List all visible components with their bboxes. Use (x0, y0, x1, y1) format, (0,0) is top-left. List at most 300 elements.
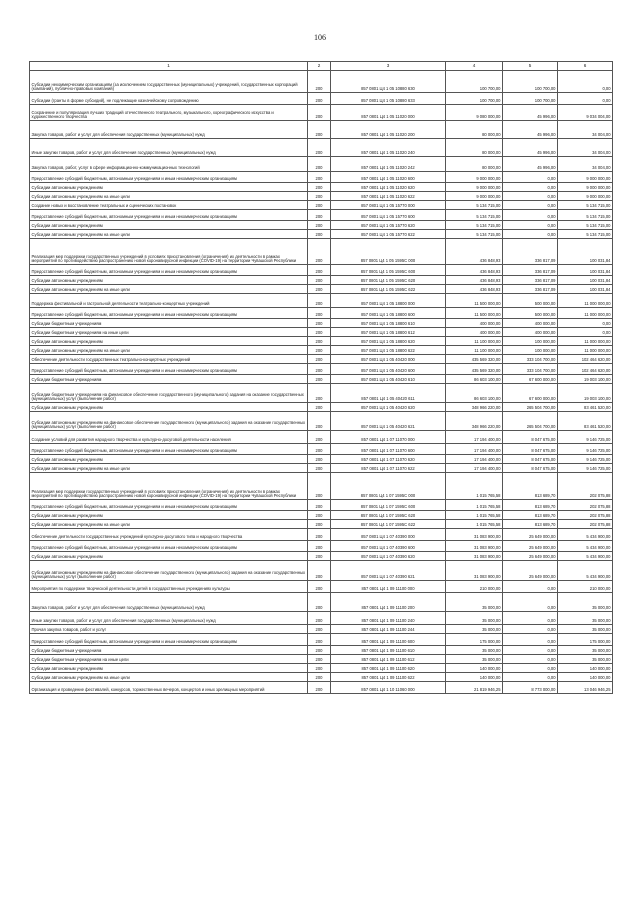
row-executed-cell: 400 000,00 (503, 319, 558, 328)
row-approved-cell: 35 000,00 (446, 625, 503, 634)
row-remainder-cell: 9 146 725,00 (558, 464, 613, 473)
row-approved-cell: 436 848,93 (446, 239, 503, 265)
row-executed-cell: 67 600 000,00 (503, 375, 558, 384)
row-executed-cell: 265 504 700,00 (503, 403, 558, 412)
row-classification-cell: 857 0801 Ц4 1 05 40420 000 (331, 355, 446, 364)
header-row (30, 62, 613, 71)
table-row (30, 593, 613, 612)
row-approved-cell: 5 134 715,00 (446, 230, 503, 239)
row-approved-cell: 17 194 400,00 (446, 444, 503, 455)
row-code-cell: 200 (308, 541, 331, 552)
row-approved-cell: 9 000 000,00 (446, 183, 503, 192)
row-name-cell: Субсидии бюджетным учреждениям (30, 646, 308, 655)
row-executed-cell: 500 000,00 (503, 308, 558, 319)
row-name-cell: Субсидии автономным учреждениям (30, 183, 308, 192)
row-executed-cell: 67 600 000,00 (503, 384, 558, 403)
row-code-cell: 200 (308, 593, 331, 612)
row-classification-cell: 857 0801 Ц4 1 05 11020 000 (331, 105, 446, 121)
row-code-cell: 200 (308, 625, 331, 634)
row-name-cell: Субсидии бюджетным учреждениям на иные цели (30, 655, 308, 664)
row-name-cell: Предоставление субсидий бюджетным, автономным учреждениям и иным некоммерческим организациям (30, 444, 308, 455)
row-executed-cell: 100 000,00 (503, 337, 558, 346)
table-row (30, 673, 613, 682)
row-name-cell: Субсидии автономным учреждениям на финансовое обеспечение государственного (муниципального) задания на оказание государственных (муниципальных) услуг (выполнение работ) (30, 412, 308, 431)
row-code-cell: 200 (308, 581, 331, 593)
row-remainder-cell: 35 000,00 (558, 646, 613, 655)
row-remainder-cell: 202 075,88 (558, 473, 613, 500)
table-row (30, 431, 613, 444)
row-name-cell: Субсидии автономным учреждениям (30, 337, 308, 346)
table-row (30, 634, 613, 646)
row-classification-cell: 857 0801 Ц4 1 07 40390 621 (331, 561, 446, 581)
table-row (30, 328, 613, 337)
row-approved-cell: 86 603 100,00 (446, 384, 503, 403)
row-name-cell: Субсидии автономным учреждениям на иные цели (30, 346, 308, 355)
row-name-cell: Создание условий для развития народного творчества и культурно-досуговой деятельности населения (30, 431, 308, 444)
row-approved-cell: 9 000 000,00 (446, 172, 503, 183)
row-remainder-cell: 11 000 000,00 (558, 337, 613, 346)
table-row (30, 192, 613, 201)
row-classification-cell: 857 0801 Ц4 1 07 40390 600 (331, 541, 446, 552)
row-name-cell: Мероприятия по поддержке творческой деятельности детей в государственных учреждениях культуры (30, 581, 308, 593)
row-classification-cell: 857 0801 Ц4 1 07 11070 620 (331, 455, 446, 464)
table-row (30, 239, 613, 265)
row-remainder-cell: 34 004,00 (558, 121, 613, 139)
row-code-cell: 200 (308, 210, 331, 221)
row-approved-cell: 175 000,00 (446, 634, 503, 646)
row-approved-cell: 348 966 220,00 (446, 412, 503, 431)
row-executed-cell: 813 689,70 (503, 473, 558, 500)
table-row (30, 541, 613, 552)
row-remainder-cell: 202 075,88 (558, 500, 613, 511)
row-code-cell: 200 (308, 511, 331, 520)
row-name-cell: Закупка товаров, работ и услуг для обеспечения государственных (муниципальных) нужд (30, 593, 308, 612)
row-executed-cell: 333 104 700,00 (503, 355, 558, 364)
row-name-cell: Субсидии автономным учреждениям на иные цели (30, 192, 308, 201)
row-executed-cell: 25 649 000,00 (503, 552, 558, 561)
row-approved-cell: 100 700,00 (446, 93, 503, 105)
row-remainder-cell: 83 461 520,00 (558, 403, 613, 412)
table-row (30, 581, 613, 593)
row-approved-cell: 9 080 000,00 (446, 105, 503, 121)
row-code-cell: 200 (308, 139, 331, 157)
row-classification-cell: 857 0801 Ц4 1 07 11070 600 (331, 444, 446, 455)
row-executed-cell: 0,00 (503, 646, 558, 655)
row-classification-cell: 857 0801 Ц4 1 05 11020 600 (331, 172, 446, 183)
row-approved-cell: 1 015 765,58 (446, 520, 503, 529)
row-approved-cell: 1 015 765,58 (446, 511, 503, 520)
row-code-cell: 200 (308, 276, 331, 285)
row-classification-cell: 857 0801 Ц4 1 07 11070 000 (331, 431, 446, 444)
row-name-cell: Реализация мер поддержки государственных учреждений в условиях приостановления (ограничения) их деятельности в рамках мероприятий по противодействию распространению новой коронавирусной инфекции (COVID-19) на территории Чувашской Республики (30, 473, 308, 500)
row-classification-cell: 857 0801 Ц4 1 09 11100 622 (331, 673, 446, 682)
row-name-cell: Субсидии автономным учреждениям (30, 221, 308, 230)
row-name-cell: Обеспечение деятельности государственных театрально-концертных учреждений (30, 355, 308, 364)
row-remainder-cell: 13 046 946,25 (558, 682, 613, 694)
row-name-cell: Предоставление субсидий бюджетным, автономным учреждениям и иным некоммерческим организациям (30, 364, 308, 375)
row-remainder-cell: 0,00 (558, 71, 613, 93)
row-code-cell: 200 (308, 612, 331, 625)
row-approved-cell: 17 194 400,00 (446, 464, 503, 473)
table-row (30, 473, 613, 500)
table-row (30, 464, 613, 473)
column-header: 5 (503, 62, 558, 71)
row-classification-cell: 857 0801 Ц4 1 05 15770 600 (331, 210, 446, 221)
row-code-cell: 200 (308, 294, 331, 308)
row-remainder-cell: 9 000 000,00 (558, 172, 613, 183)
row-executed-cell: 8 047 675,00 (503, 464, 558, 473)
table-row (30, 308, 613, 319)
row-code-cell: 200 (308, 105, 331, 121)
row-classification-cell: 857 0801 Ц4 1 07 1595C 622 (331, 520, 446, 529)
table-row (30, 139, 613, 157)
column-header: 2 (308, 62, 331, 71)
row-approved-cell: 80 000,00 (446, 121, 503, 139)
row-executed-cell: 45 996,00 (503, 105, 558, 121)
row-code-cell: 200 (308, 355, 331, 364)
row-approved-cell: 436 848,93 (446, 276, 503, 285)
row-code-cell: 200 (308, 157, 331, 172)
row-approved-cell: 11 500 000,00 (446, 294, 503, 308)
table-row (30, 455, 613, 464)
row-classification-cell: 857 0801 Ц4 1 05 10880 633 (331, 93, 446, 105)
table-row (30, 337, 613, 346)
table-row (30, 221, 613, 230)
row-code-cell: 200 (308, 384, 331, 403)
table-row (30, 552, 613, 561)
row-executed-cell: 0,00 (503, 221, 558, 230)
table-row (30, 520, 613, 529)
row-name-cell: Предоставление субсидий бюджетным, автономным учреждениям и иным некоммерческим организациям (30, 172, 308, 183)
row-name-cell: Создание новых и восстановление театральных и сценических постановок (30, 201, 308, 210)
row-classification-cell: 857 0801 Ц4 1 09 11100 610 (331, 646, 446, 655)
row-approved-cell: 210 000,00 (446, 581, 503, 593)
row-name-cell: Субсидии (гранты в форме субсидий), не подлежащие казначейскому сопровождению (30, 93, 308, 105)
row-approved-cell: 100 700,00 (446, 71, 503, 93)
row-code-cell: 200 (308, 646, 331, 655)
row-classification-cell: 857 0801 Ц4 1 05 40420 611 (331, 384, 446, 403)
row-executed-cell: 100 000,00 (503, 346, 558, 355)
row-approved-cell: 21 819 946,25 (446, 682, 503, 694)
table-row (30, 403, 613, 412)
row-classification-cell: 857 0801 Ц4 1 05 18800 612 (331, 328, 446, 337)
row-code-cell: 200 (308, 529, 331, 541)
row-approved-cell: 435 569 320,00 (446, 355, 503, 364)
row-approved-cell: 436 848,93 (446, 265, 503, 276)
row-name-cell: Субсидии бюджетным учреждениям (30, 375, 308, 384)
row-classification-cell: 857 0801 Ц4 1 05 1595C 620 (331, 276, 446, 285)
row-executed-cell: 25 649 000,00 (503, 561, 558, 581)
row-remainder-cell: 5 134 715,00 (558, 230, 613, 239)
row-approved-cell: 9 000 000,00 (446, 192, 503, 201)
row-code-cell: 200 (308, 664, 331, 673)
row-remainder-cell: 100 031,84 (558, 285, 613, 294)
row-name-cell: Субсидии автономным учреждениям на финансовое обеспечение государственного (муниципального) задания на оказание государственных (муниципальных) услуг (выполнение работ) (30, 561, 308, 581)
row-code-cell: 200 (308, 221, 331, 230)
row-remainder-cell: 0,00 (558, 93, 613, 105)
row-classification-cell: 857 0801 Ц4 1 07 40390 000 (331, 529, 446, 541)
table-row (30, 294, 613, 308)
row-remainder-cell: 11 000 000,00 (558, 308, 613, 319)
row-classification-cell: 857 0801 Ц4 1 07 1595C 600 (331, 500, 446, 511)
row-executed-cell: 100 700,00 (503, 71, 558, 93)
row-name-cell: Субсидии автономным учреждениям (30, 664, 308, 673)
column-header: 4 (446, 62, 503, 71)
row-remainder-cell: 9 000 000,00 (558, 183, 613, 192)
row-name-cell: Организация и проведение фестивалей, конкурсов, торжественных вечеров, концертов и иных зрелищных мероприятий (30, 682, 308, 694)
row-approved-cell: 400 000,00 (446, 328, 503, 337)
row-remainder-cell: 9 034 004,00 (558, 105, 613, 121)
row-classification-cell: 857 0801 Ц4 1 09 11100 200 (331, 593, 446, 612)
row-remainder-cell: 5 134 715,00 (558, 221, 613, 230)
row-remainder-cell: 35 000,00 (558, 625, 613, 634)
row-executed-cell: 336 817,09 (503, 276, 558, 285)
row-remainder-cell: 34 004,00 (558, 139, 613, 157)
row-executed-cell: 0,00 (503, 634, 558, 646)
row-name-cell: Предоставление субсидий бюджетным, автономным учреждениям и иным некоммерческим организациям (30, 265, 308, 276)
table-row (30, 93, 613, 105)
row-classification-cell: 857 0801 Ц4 1 05 40420 600 (331, 364, 446, 375)
row-executed-cell: 336 817,09 (503, 285, 558, 294)
row-approved-cell: 5 134 715,00 (446, 201, 503, 210)
table-row (30, 183, 613, 192)
row-name-cell: Субсидии автономным учреждениям на иные цели (30, 464, 308, 473)
row-name-cell: Предоставление субсидий бюджетным, автономным учреждениям и иным некоммерческим организациям (30, 308, 308, 319)
row-code-cell: 200 (308, 201, 331, 210)
table-row (30, 612, 613, 625)
table-row (30, 561, 613, 581)
row-code-cell: 200 (308, 473, 331, 500)
row-classification-cell: 857 0801 Ц4 1 10 11060 000 (331, 682, 446, 694)
row-remainder-cell: 100 031,84 (558, 265, 613, 276)
row-remainder-cell: 102 464 620,00 (558, 355, 613, 364)
row-classification-cell: 857 0801 Ц4 1 05 11020 620 (331, 183, 446, 192)
row-remainder-cell: 5 434 900,00 (558, 561, 613, 581)
row-classification-cell: 857 0801 Ц4 1 09 11100 000 (331, 581, 446, 593)
row-remainder-cell: 210 000,00 (558, 581, 613, 593)
row-executed-cell: 500 000,00 (503, 294, 558, 308)
row-remainder-cell: 9 146 725,00 (558, 431, 613, 444)
row-executed-cell: 0,00 (503, 192, 558, 201)
row-approved-cell: 140 000,00 (446, 664, 503, 673)
row-approved-cell: 11 500 000,00 (446, 308, 503, 319)
table-row (30, 105, 613, 121)
row-remainder-cell: 19 003 100,00 (558, 384, 613, 403)
table-row (30, 625, 613, 634)
row-classification-cell: 857 0801 Ц4 1 05 11020 200 (331, 121, 446, 139)
row-classification-cell: 857 0801 Ц4 1 05 15770 620 (331, 221, 446, 230)
row-executed-cell: 0,00 (503, 593, 558, 612)
row-classification-cell: 857 0801 Ц4 1 09 11100 240 (331, 612, 446, 625)
row-code-cell: 200 (308, 444, 331, 455)
row-classification-cell: 857 0801 Ц4 1 05 11020 242 (331, 157, 446, 172)
row-name-cell: Предоставление субсидий бюджетным, автономным учреждениям и иным некоммерческим организациям (30, 210, 308, 221)
row-remainder-cell: 9 146 725,00 (558, 455, 613, 464)
row-approved-cell: 11 100 000,00 (446, 337, 503, 346)
row-name-cell: Субсидии автономным учреждениям (30, 455, 308, 464)
row-remainder-cell: 202 075,88 (558, 520, 613, 529)
row-remainder-cell: 34 004,00 (558, 157, 613, 172)
page-number: 106 (314, 33, 326, 42)
row-code-cell: 200 (308, 328, 331, 337)
table-row (30, 121, 613, 139)
row-name-cell: Обеспечение деятельности государственных учреждений культурно-досугового типа и народного творчества (30, 529, 308, 541)
row-code-cell: 200 (308, 561, 331, 581)
table-row (30, 412, 613, 431)
table-row (30, 276, 613, 285)
row-classification-cell: 857 0801 Ц4 1 05 11020 622 (331, 192, 446, 201)
row-executed-cell: 8 773 000,00 (503, 682, 558, 694)
row-name-cell: Реализация мер поддержки государственных учреждений в условиях приостановления (ограничения) их деятельности в рамках мероприятий по противодействию распространению новой коронавирусной инфекции (COVID-19) на территории Чувашской Республики (30, 239, 308, 265)
row-executed-cell: 813 689,70 (503, 500, 558, 511)
row-approved-cell: 17 194 400,00 (446, 431, 503, 444)
row-code-cell: 200 (308, 682, 331, 694)
row-classification-cell: 857 0801 Ц4 1 09 11100 244 (331, 625, 446, 634)
row-executed-cell: 813 689,70 (503, 511, 558, 520)
row-name-cell: Субсидии автономным учреждениям (30, 552, 308, 561)
table-row (30, 157, 613, 172)
row-executed-cell: 336 817,09 (503, 265, 558, 276)
row-name-cell: Субсидии некоммерческим организациям (за исключением государственных (муниципальных) учреждений, государственных корпораций (компаний), публично-правовых компаний) (30, 71, 308, 93)
row-remainder-cell: 0,00 (558, 319, 613, 328)
row-executed-cell: 0,00 (503, 625, 558, 634)
table-row (30, 444, 613, 455)
row-name-cell: Иные закупки товаров, работ и услуг для обеспечения государственных (муниципальных) нужд (30, 139, 308, 157)
row-approved-cell: 31 083 900,00 (446, 529, 503, 541)
row-remainder-cell: 5 134 715,00 (558, 210, 613, 221)
row-code-cell: 200 (308, 337, 331, 346)
row-remainder-cell: 35 000,00 (558, 593, 613, 612)
table-row (30, 664, 613, 673)
row-remainder-cell: 0,00 (558, 328, 613, 337)
row-classification-cell: 857 0801 Ц4 1 05 1595C 000 (331, 239, 446, 265)
table-row (30, 364, 613, 375)
row-code-cell: 200 (308, 172, 331, 183)
row-name-cell: Субсидии бюджетным учреждениям на иные цели (30, 328, 308, 337)
row-code-cell: 200 (308, 239, 331, 265)
column-header: 1 (30, 62, 308, 71)
table-row (30, 375, 613, 384)
row-classification-cell: 857 0801 Ц4 1 07 1595C 620 (331, 511, 446, 520)
row-executed-cell: 25 649 000,00 (503, 541, 558, 552)
row-remainder-cell: 11 000 000,00 (558, 294, 613, 308)
row-executed-cell: 0,00 (503, 673, 558, 682)
row-approved-cell: 5 134 715,00 (446, 210, 503, 221)
table-row (30, 529, 613, 541)
row-approved-cell: 80 000,00 (446, 157, 503, 172)
row-code-cell: 200 (308, 364, 331, 375)
table-row (30, 655, 613, 664)
row-remainder-cell: 35 000,00 (558, 655, 613, 664)
row-remainder-cell: 140 000,00 (558, 673, 613, 682)
row-code-cell: 200 (308, 552, 331, 561)
row-remainder-cell: 175 000,00 (558, 634, 613, 646)
row-classification-cell: 857 0801 Ц4 1 05 40420 621 (331, 412, 446, 431)
row-classification-cell: 857 0801 Ц4 1 09 11100 612 (331, 655, 446, 664)
table-row (30, 71, 613, 93)
row-executed-cell: 336 817,09 (503, 239, 558, 265)
row-name-cell: Сохранение и популяризация лучших традиций отечественного театрального, музыкального, хореографического искусства и художественного творчества (30, 105, 308, 121)
table-row (30, 230, 613, 239)
column-header: 6 (558, 62, 613, 71)
row-approved-cell: 348 966 220,00 (446, 403, 503, 412)
row-approved-cell: 435 569 320,00 (446, 364, 503, 375)
row-classification-cell: 857 0801 Ц4 1 09 11100 620 (331, 664, 446, 673)
row-executed-cell: 0,00 (503, 201, 558, 210)
row-classification-cell: 857 0801 Ц4 1 05 18800 610 (331, 319, 446, 328)
row-code-cell: 200 (308, 71, 331, 93)
row-approved-cell: 31 083 900,00 (446, 552, 503, 561)
row-executed-cell: 8 047 675,00 (503, 431, 558, 444)
row-code-cell: 200 (308, 375, 331, 384)
row-code-cell: 200 (308, 121, 331, 139)
row-remainder-cell: 140 000,00 (558, 664, 613, 673)
row-code-cell: 200 (308, 500, 331, 511)
row-name-cell: Субсидии автономным учреждениям на иные цели (30, 673, 308, 682)
row-name-cell: Предоставление субсидий бюджетным, автономным учреждениям и иным некоммерческим организациям (30, 634, 308, 646)
row-approved-cell: 400 000,00 (446, 319, 503, 328)
row-code-cell: 200 (308, 308, 331, 319)
row-name-cell: Предоставление субсидий бюджетным, автономным учреждениям и иным некоммерческим организациям (30, 500, 308, 511)
row-executed-cell: 0,00 (503, 664, 558, 673)
row-classification-cell: 857 0801 Ц4 1 05 10880 630 (331, 71, 446, 93)
row-classification-cell: 857 0801 Ц4 1 05 40420 620 (331, 403, 446, 412)
row-code-cell: 200 (308, 655, 331, 664)
row-executed-cell: 265 504 700,00 (503, 412, 558, 431)
row-approved-cell: 5 134 715,00 (446, 221, 503, 230)
row-classification-cell: 857 0801 Ц4 1 05 11020 240 (331, 139, 446, 157)
row-code-cell: 200 (308, 285, 331, 294)
row-code-cell: 200 (308, 431, 331, 444)
row-classification-cell: 857 0801 Ц4 1 07 1595C 000 (331, 473, 446, 500)
row-classification-cell: 857 0801 Ц4 1 07 40390 620 (331, 552, 446, 561)
row-approved-cell: 31 083 900,00 (446, 541, 503, 552)
row-name-cell: Закупка товаров, работ, услуг в сфере информационно-коммуникационных технологий (30, 157, 308, 172)
row-name-cell: Субсидии бюджетным учреждениям (30, 319, 308, 328)
table-row (30, 500, 613, 511)
row-name-cell: Субсидии автономным учреждениям на иные цели (30, 230, 308, 239)
row-remainder-cell: 5 434 900,00 (558, 529, 613, 541)
row-approved-cell: 80 000,00 (446, 139, 503, 157)
row-remainder-cell: 11 000 000,00 (558, 346, 613, 355)
budget-table (29, 61, 613, 694)
row-executed-cell: 0,00 (503, 172, 558, 183)
row-executed-cell: 100 700,00 (503, 93, 558, 105)
row-remainder-cell: 5 134 715,00 (558, 201, 613, 210)
row-name-cell: Субсидии автономным учреждениям (30, 276, 308, 285)
row-classification-cell: 857 0801 Ц4 1 05 18800 620 (331, 337, 446, 346)
row-code-cell: 200 (308, 673, 331, 682)
row-remainder-cell: 100 031,84 (558, 239, 613, 265)
row-executed-cell: 0,00 (503, 230, 558, 239)
row-code-cell: 200 (308, 403, 331, 412)
row-remainder-cell: 9 000 000,00 (558, 192, 613, 201)
row-code-cell: 200 (308, 455, 331, 464)
row-name-cell: Субсидии автономным учреждениям на иные цели (30, 520, 308, 529)
table-row (30, 285, 613, 294)
row-executed-cell: 0,00 (503, 581, 558, 593)
row-executed-cell: 45 996,00 (503, 121, 558, 139)
row-executed-cell: 8 047 675,00 (503, 455, 558, 464)
row-code-cell: 200 (308, 464, 331, 473)
row-executed-cell: 0,00 (503, 612, 558, 625)
row-remainder-cell: 100 031,84 (558, 276, 613, 285)
row-executed-cell: 0,00 (503, 655, 558, 664)
row-executed-cell: 333 104 700,00 (503, 364, 558, 375)
row-remainder-cell: 102 464 620,00 (558, 364, 613, 375)
row-name-cell: Субсидии бюджетным учреждениям на финансовое обеспечение государственного (муниципального) задания на оказание государственных (муниципальных) услуг (выполнение работ) (30, 384, 308, 403)
table-row (30, 646, 613, 655)
